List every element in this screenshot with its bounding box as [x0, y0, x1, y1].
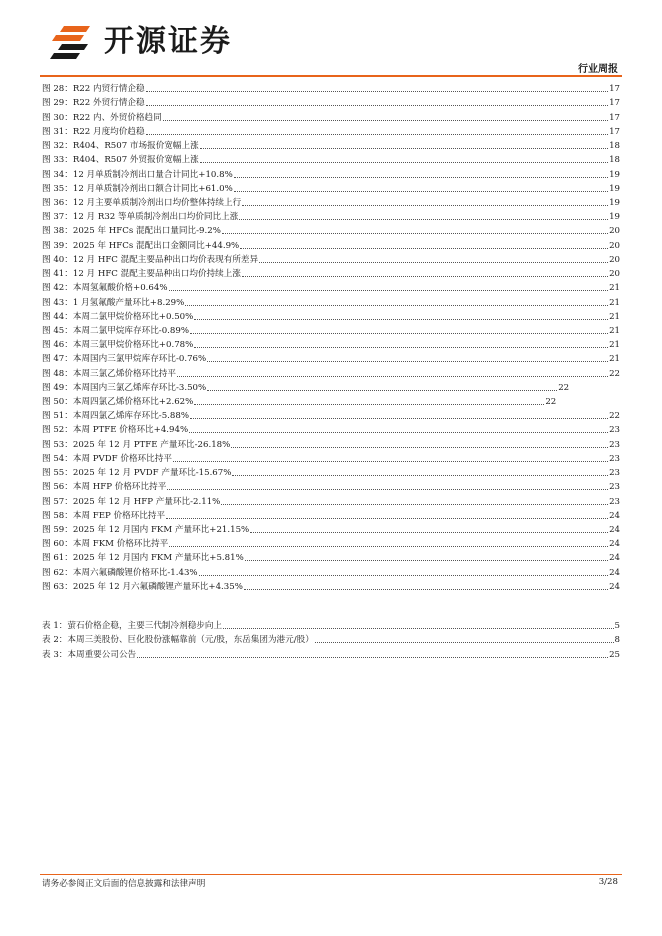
figure-entry[interactable]	[42, 294, 620, 308]
figure-entry-label: 图 55：	[42, 468, 73, 479]
dot-leader	[163, 120, 608, 121]
figure-entry-title: R404、R507 市场报价宽幅上涨	[72, 141, 199, 152]
dot-leader	[194, 347, 608, 348]
figure-entry-label: 图 62：	[42, 567, 73, 578]
figure-entry-label: 图 30：	[42, 112, 73, 123]
figure-entry-label: 图 54：	[42, 453, 73, 464]
figure-entry[interactable]	[42, 479, 620, 493]
figure-entry-title: R404、R507 外贸报价宽幅上涨	[72, 155, 199, 166]
figure-entry-page: 24	[609, 581, 620, 592]
figure-entry-page: 23	[609, 496, 620, 507]
table-entry-label: 表 1：	[42, 620, 68, 631]
figure-entry[interactable]	[42, 237, 620, 251]
figure-entry-title: 本周 HFP 价格环比持平	[72, 482, 167, 493]
figure-entry-label: 图 44：	[42, 311, 73, 322]
figure-entry-page: 19	[609, 212, 620, 223]
figure-list	[42, 81, 620, 593]
figure-entry-title: 2025 年 12 月 HFP 产量环比-2.11%	[72, 496, 221, 507]
figure-entry-page: 17	[609, 84, 620, 95]
figure-entry-label: 图 34：	[42, 169, 73, 180]
figure-entry-title: R22 内、外贸价格趋同	[72, 112, 162, 123]
figure-entry[interactable]	[42, 380, 620, 394]
figure-entry[interactable]	[42, 323, 620, 337]
figure-entry[interactable]	[42, 365, 620, 379]
footer-divider	[40, 874, 622, 875]
figure-entry[interactable]	[42, 550, 620, 564]
figure-entry[interactable]	[42, 195, 620, 209]
figure-entry-label: 图 38：	[42, 226, 73, 237]
dot-leader	[194, 319, 608, 320]
figure-entry-title: 本周三氯乙烯价格环比持平	[72, 368, 176, 379]
dot-leader	[259, 262, 608, 263]
figure-entry-page: 24	[609, 553, 620, 564]
figure-entry-page: 19	[609, 183, 620, 194]
figure-entry-page: 21	[609, 311, 620, 322]
figure-entry-title: 2025 年 HFCs 混配出口金额同比+44.9%	[72, 240, 240, 251]
table-entry[interactable]	[42, 646, 620, 661]
figure-entry[interactable]	[42, 166, 620, 180]
dot-leader	[190, 418, 608, 419]
figure-entry-page: 22	[558, 382, 570, 393]
figure-entry-page: 20	[609, 254, 620, 265]
figure-entry-page: 23	[609, 439, 620, 450]
figure-entry-title: 本周国内三氯甲烷库存环比-0.76%	[72, 354, 207, 365]
figure-entry[interactable]	[42, 280, 620, 294]
table-entry-label: 表 3：	[42, 649, 68, 660]
dot-leader	[146, 105, 609, 106]
figure-entry-label: 图 51：	[42, 411, 73, 422]
figure-entry-page: 24	[609, 539, 620, 550]
header-divider	[40, 75, 622, 77]
figure-entry[interactable]	[42, 337, 620, 351]
figure-entry[interactable]	[42, 351, 620, 365]
dot-leader	[207, 361, 608, 362]
figure-entry-label: 图 56：	[42, 482, 73, 493]
figure-entry-label: 图 59：	[42, 525, 73, 535]
figure-entry-label: 图 28：	[42, 84, 73, 95]
figure-entry-label: 图 43：	[42, 297, 73, 308]
figure-entry[interactable]	[42, 493, 620, 507]
figure-entry-label: 图 61：	[42, 553, 73, 564]
figure-entry-label: 图 29：	[42, 98, 73, 109]
dot-leader	[169, 290, 609, 291]
figure-entry-title: 12 月 HFC 混配主要品种出口均价持续上涨	[72, 269, 241, 280]
figure-entry-page: 20	[609, 269, 620, 280]
dot-leader	[173, 461, 608, 462]
table-entry-page: 25	[609, 649, 620, 660]
figure-entry-page: 23	[609, 482, 620, 493]
figure-entry[interactable]	[42, 252, 620, 266]
table-entry-title: 本周重要公司公告	[67, 649, 137, 660]
page-number: 3/28	[598, 877, 618, 887]
dot-leader	[231, 447, 608, 448]
figure-entry-title: 12 月 HFC 混配主要品种出口均价表现有所差异	[72, 254, 259, 265]
dot-leader	[222, 233, 608, 234]
figure-entry-page: 20	[609, 240, 620, 251]
figure-entry-title: 12 月单质制冷剂出口额合计同比+61.0%	[72, 183, 233, 194]
figure-entry-page: 23	[609, 468, 620, 479]
dot-leader	[200, 162, 608, 163]
figure-entry-page: 21	[609, 325, 620, 336]
table-entry[interactable]	[42, 632, 620, 647]
figure-entry-label: 图 39：	[42, 240, 73, 251]
dot-leader	[194, 404, 544, 405]
figure-entry-title: 本周 FEP 价格环比持平	[72, 510, 166, 521]
figure-entry[interactable]	[42, 138, 620, 152]
dot-leader	[146, 134, 609, 135]
dot-leader	[315, 642, 614, 643]
figure-entry-title: 12 月 R32 等单质制冷剂出口均价同比上涨	[72, 212, 239, 223]
figure-entry-label: 图 47：	[42, 354, 73, 365]
figure-entry-title: 2025 年 12 月国内 FKM 产量环比+21.15%	[72, 525, 250, 535]
figure-entry-label: 图 41：	[42, 269, 73, 280]
dot-leader	[242, 276, 608, 277]
figure-entry-title: 本周四氯乙烯库存环比-5.88%	[72, 411, 190, 422]
figure-entry-page: 17	[609, 126, 620, 137]
figure-entry[interactable]	[42, 564, 620, 578]
figure-entry-label: 图 42：	[42, 283, 73, 294]
figure-entry-title: 2025 年 12 月 PVDF 产量环比-15.67%	[72, 468, 232, 479]
figure-entry-label: 图 32：	[42, 141, 73, 152]
figure-entry-page: 23	[609, 425, 620, 436]
figure-entry[interactable]	[42, 266, 620, 280]
footer-disclaimer: 请务必参阅正文后面的信息披露和法律声明	[42, 879, 206, 889]
figure-entry-title: R22 月度均价趋稳	[72, 126, 145, 137]
company-logo	[50, 20, 250, 64]
figure-entry-title: 2025 年 12 月 PTFE 产量环比-26.18%	[72, 439, 231, 450]
figure-entry[interactable]	[42, 309, 620, 323]
figure-entry-label: 图 49：	[42, 382, 73, 393]
table-list	[42, 617, 620, 661]
figure-entry-label: 图 58：	[42, 510, 73, 521]
figure-entry-title: 2025 年 HFCs 混配出口量同比-9.2%	[72, 226, 221, 237]
figure-entry-page: 24	[609, 567, 620, 578]
figure-entry[interactable]	[42, 465, 620, 479]
figure-entry[interactable]	[42, 508, 620, 522]
dot-leader	[146, 91, 609, 92]
figure-entry[interactable]	[42, 536, 620, 550]
figure-entry-title: R22 内贸行情企稳	[72, 84, 145, 95]
table-entry-title: 萤石价格企稳，主要三代制冷剂稳步向上	[67, 620, 223, 631]
dot-leader	[232, 475, 608, 476]
figure-entry-page: 17	[609, 112, 620, 123]
figure-entry[interactable]	[42, 81, 620, 95]
dot-leader	[169, 546, 608, 547]
figure-entry-label: 图 52：	[42, 425, 73, 436]
figure-entry-label: 图 33：	[42, 155, 73, 166]
figure-entry-title: 2025 年 12 月六氟磷酸锂产量环比+4.35%	[72, 581, 243, 592]
table-entry-page: 5	[614, 620, 620, 631]
dot-leader	[240, 248, 608, 249]
figure-entry-title: 1 月氢氟酸产量环比+8.29%	[72, 297, 185, 308]
figure-entry-page: 18	[609, 141, 620, 152]
figure-entry-label: 图 37：	[42, 212, 73, 223]
figure-entry-label: 图 57：	[42, 496, 73, 507]
figure-entry[interactable]	[42, 451, 620, 465]
company-name: 开源证券	[104, 24, 232, 59]
figure-entry-page: 20	[609, 226, 620, 237]
figure-entry-label: 图 40：	[42, 254, 73, 265]
dot-leader	[250, 532, 608, 533]
figure-entry-title: 本周二氯甲烷库存环比-0.89%	[72, 325, 190, 336]
figure-entry-label: 图 53：	[42, 439, 73, 450]
figure-entry-label: 图 48：	[42, 368, 73, 379]
figure-entry-label: 图 50：	[42, 397, 73, 408]
figure-entry-label: 图 63：	[42, 581, 73, 592]
table-entry-page: 8	[614, 635, 620, 645]
dot-leader	[223, 628, 613, 629]
figure-entry-page: 17	[609, 98, 620, 109]
figure-entry-title: 2025 年 12 月国内 FKM 产量环比+5.81%	[72, 553, 244, 564]
dot-leader	[177, 376, 608, 377]
dot-leader	[234, 177, 608, 178]
dot-leader	[221, 504, 608, 505]
figure-entry-page: 19	[609, 169, 620, 180]
figure-entry-title: 本周三氯甲烷价格环比+0.78%	[72, 340, 194, 351]
figure-entry-label: 图 35：	[42, 183, 73, 194]
figure-entry[interactable]	[42, 95, 620, 109]
figure-entry[interactable]	[42, 408, 620, 422]
dot-leader	[185, 305, 608, 306]
figure-entry-title: 本周 PVDF 价格环比持平	[72, 453, 172, 464]
dot-leader	[167, 489, 608, 490]
figure-entry[interactable]	[42, 436, 620, 450]
figure-entry-label: 图 36：	[42, 197, 73, 208]
kaiyuan-logo-icon	[50, 22, 96, 62]
figure-entry-page: 24	[609, 525, 620, 535]
figure-entry-page: 21	[609, 354, 620, 365]
figure-entry-page: 21	[609, 283, 620, 294]
dot-leader	[245, 560, 608, 561]
figure-entry[interactable]	[42, 181, 620, 195]
dot-leader	[244, 589, 608, 590]
figure-entry-title: 本周二氯甲烷价格环比+0.50%	[72, 311, 194, 322]
figure-entry-title: 本周氢氟酸价格+0.64%	[72, 283, 168, 294]
figure-entry-page: 21	[609, 297, 620, 308]
report-type-label: 行业周报	[578, 64, 618, 75]
figure-entry-title: 12 月单质制冷剂出口量合计同比+10.8%	[72, 169, 233, 180]
figure-entry-label: 图 45：	[42, 325, 73, 336]
figure-entry-page: 22	[609, 411, 620, 422]
table-entry-label: 表 2：	[42, 635, 68, 645]
table-entry-title: 本周三美股份、巨化股份涨幅靠前（元/股，东岳集团为港元/股）	[67, 635, 314, 645]
figure-entry-label: 图 46：	[42, 340, 73, 351]
figure-entry[interactable]	[42, 223, 620, 237]
figure-entry-page: 19	[609, 197, 620, 208]
dot-leader	[137, 657, 608, 658]
figure-entry-title: 本周六氟磷酸锂价格环比-1.43%	[72, 567, 198, 578]
figure-entry[interactable]	[42, 152, 620, 166]
figure-entry[interactable]	[42, 522, 620, 536]
figure-entry-page: 22	[609, 368, 620, 379]
dot-leader	[207, 390, 557, 391]
figure-entry-label: 图 31：	[42, 126, 73, 137]
dot-leader	[242, 205, 608, 206]
figure-entry-page: 24	[609, 510, 620, 521]
figure-entry[interactable]	[42, 124, 620, 138]
dot-leader	[199, 575, 608, 576]
table-entry[interactable]	[42, 617, 620, 632]
figure-entry-page: 22	[545, 397, 557, 408]
dot-leader	[234, 191, 608, 192]
dot-leader	[239, 219, 608, 220]
dot-leader	[189, 432, 608, 433]
figure-entry-title: 12 月主要单质制冷剂出口均价整体持续上行	[72, 197, 242, 208]
figure-entry-title: 本周 FKM 价格环比持平	[72, 539, 169, 550]
dot-leader	[200, 148, 608, 149]
dot-leader	[166, 518, 608, 519]
figure-entry-page: 18	[609, 155, 620, 166]
figure-entry[interactable]	[42, 109, 620, 123]
figure-entry-label: 图 60：	[42, 539, 73, 550]
figure-entry-page: 23	[609, 453, 620, 464]
figure-entry[interactable]	[42, 394, 620, 408]
figure-entry-title: R22 外贸行情企稳	[72, 98, 145, 109]
figure-entry-title: 本周国内三氯乙烯库存环比-3.50%	[72, 382, 207, 393]
figure-entry[interactable]	[42, 422, 620, 436]
figure-entry-page: 21	[609, 340, 620, 351]
figure-entry[interactable]	[42, 209, 620, 223]
figure-entry-title: 本周 PTFE 价格环比+4.94%	[72, 425, 189, 436]
figure-entry-title: 本周四氯乙烯价格环比+2.62%	[72, 397, 194, 408]
figure-entry[interactable]	[42, 579, 620, 593]
dot-leader	[190, 333, 608, 334]
